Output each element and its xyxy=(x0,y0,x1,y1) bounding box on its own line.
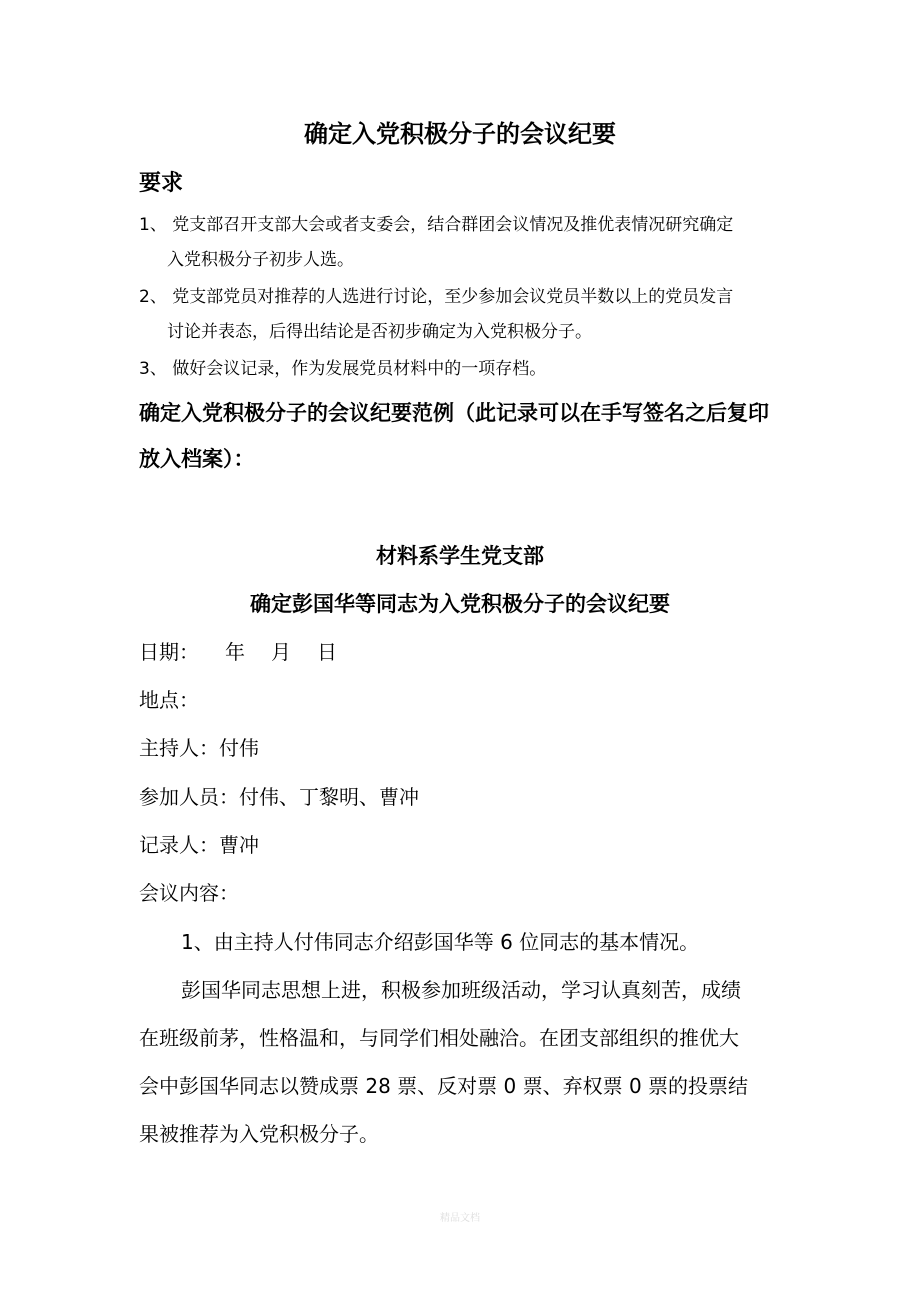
requirement-1-line-2: 入党积极分子初步人选。 xyxy=(167,250,354,270)
date-day: 日 xyxy=(317,640,337,664)
content-label: 会议内容： xyxy=(139,881,239,905)
paragraph-line-2: 在班级前茅，性格温和，与同学们相处融洽。在团支部组织的推优大 xyxy=(139,1026,739,1050)
date-label: 日期： xyxy=(139,640,199,664)
minutes-title: 确定彭国华等同志为入党积极分子的会议纪要 xyxy=(250,592,670,616)
example-heading-line-1: 确定入党积极分子的会议纪要范例（此记录可以在手写签名之后复印 xyxy=(139,401,769,425)
requirement-2-line-2: 讨论并表态，后得出结论是否初步确定为入党积极分子。 xyxy=(167,322,592,342)
date-month: 月 xyxy=(271,640,291,664)
example-heading-line-2: 放入档案）： xyxy=(139,447,255,471)
location-label: 地点： xyxy=(139,688,199,712)
host-line: 主持人：付伟 xyxy=(139,736,259,760)
branch-name: 材料系学生党支部 xyxy=(376,544,544,568)
requirements-heading: 要求 xyxy=(139,171,184,196)
paragraph-line-1: 彭国华同志思想上进，积极参加班级活动，学习认真刻苦，成绩 xyxy=(181,978,741,1002)
date-line xyxy=(139,637,337,667)
date-year: 年 xyxy=(225,640,245,664)
content-item-1: 1、由主持人付伟同志介绍彭国华等 6 位同志的基本情况。 xyxy=(181,930,700,954)
document-title: 确定入党积极分子的会议纪要 xyxy=(304,120,616,148)
requirement-3-line-1: 3、 做好会议记录，作为发展党员材料中的一项存档。 xyxy=(139,359,547,379)
requirement-2-line-1: 2、 党支部党员对推荐的人选进行讨论，至少参加会议党员半数以上的党员发言 xyxy=(139,287,734,307)
attendees-line: 参加人员：付伟、丁黎明、曹冲 xyxy=(139,785,419,809)
recorder-line: 记录人：曹冲 xyxy=(139,833,259,857)
paragraph-line-4: 果被推荐为入党积极分子。 xyxy=(139,1122,379,1146)
requirement-1-line-1: 1、 党支部召开支部大会或者支委会，结合群团会议情况及推优表情况研究确定 xyxy=(139,215,734,235)
watermark-text: 精品文档 xyxy=(440,1213,480,1224)
paragraph-line-3: 会中彭国华同志以赞成票 28 票、反对票 0 票、弃权票 0 票的投票结 xyxy=(139,1074,749,1098)
